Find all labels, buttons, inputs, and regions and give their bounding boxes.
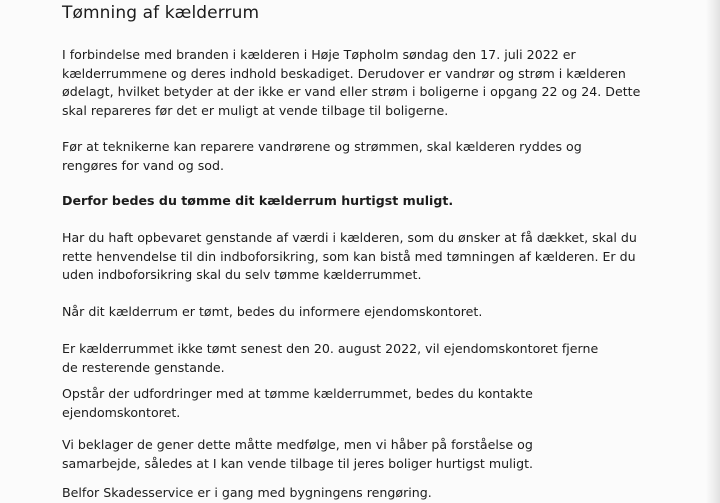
- page-edge-shadow: [706, 0, 720, 503]
- document-title: Tømning af kælderrum: [62, 3, 260, 23]
- paragraph-technicians: [62, 138, 702, 175]
- paragraph-line: Når dit kælderrum er tømt, bedes du informere ejendomskontoret.: [62, 304, 483, 319]
- paragraph-line: samarbejde, således at I kan vende tilbage til jeres boliger hurtigst muligt.: [62, 455, 534, 471]
- paragraph-line: kælderrummene og deres indhold beskadiget. Derudover er vandrør og strøm i kælderen: [62, 65, 626, 81]
- paragraph-inform-office: [62, 303, 702, 322]
- paragraph-line: Har du haft opbevaret genstande af værdi i kælderen, som du ønsker at få dækket, skal du: [62, 230, 637, 245]
- paragraph-line: Opstår der udfordringer med at tømme kælderrummet, bedes du kontakte: [62, 386, 533, 401]
- paragraph-line: skal repareres før det er muligt at vende tilbage til boligerne.: [62, 102, 449, 118]
- paragraph-line: ejendomskontoret.: [62, 404, 181, 420]
- paragraph-challenges: [62, 385, 702, 422]
- paragraph-line: de resterende genstande.: [62, 359, 225, 375]
- paragraph-empty-request: [62, 192, 702, 211]
- paragraph-line: Derfor bedes du tømme dit kælderrum hurtigst muligt.: [62, 193, 454, 208]
- paragraph-line: I forbindelse med branden i kælderen i Høje Tøpholm søndag den 17. juli 2022 er: [62, 47, 576, 62]
- paragraph-insurance: [62, 229, 702, 285]
- paragraph-line: Før at teknikerne kan reparere vandrørene og strømmen, skal kælderen ryddes og: [62, 139, 582, 154]
- paragraph-line: ødelagt, hvilket betyder at der ikke er vand eller strøm i boligerne i opgang 22 og 24. Dette: [62, 84, 641, 99]
- paragraph-fire-damage: [62, 46, 702, 120]
- paragraph-line: Belfor Skadesservice er i gang med bygningens rengøring.: [62, 485, 432, 500]
- paragraph-apology: [62, 436, 702, 473]
- paragraph-line: rengøres for vand og sod.: [62, 157, 224, 173]
- paragraph-belfor: [62, 484, 702, 503]
- paragraph-deadline: [62, 340, 702, 377]
- paragraph-line: Vi beklager de gener dette måtte medfølge, men vi håber på forståelse og: [62, 437, 533, 452]
- paragraph-line: Er kælderrummet ikke tømt senest den 20. august 2022, vil ejendomskontoret fjerne: [62, 341, 599, 356]
- paragraph-line: rette henvendelse til din indboforsikring, som kan bistå med tømningen af kælderen. Er du: [62, 248, 636, 264]
- paragraph-line: uden indboforsikring skal du selv tømme kælderrummet.: [62, 267, 422, 282]
